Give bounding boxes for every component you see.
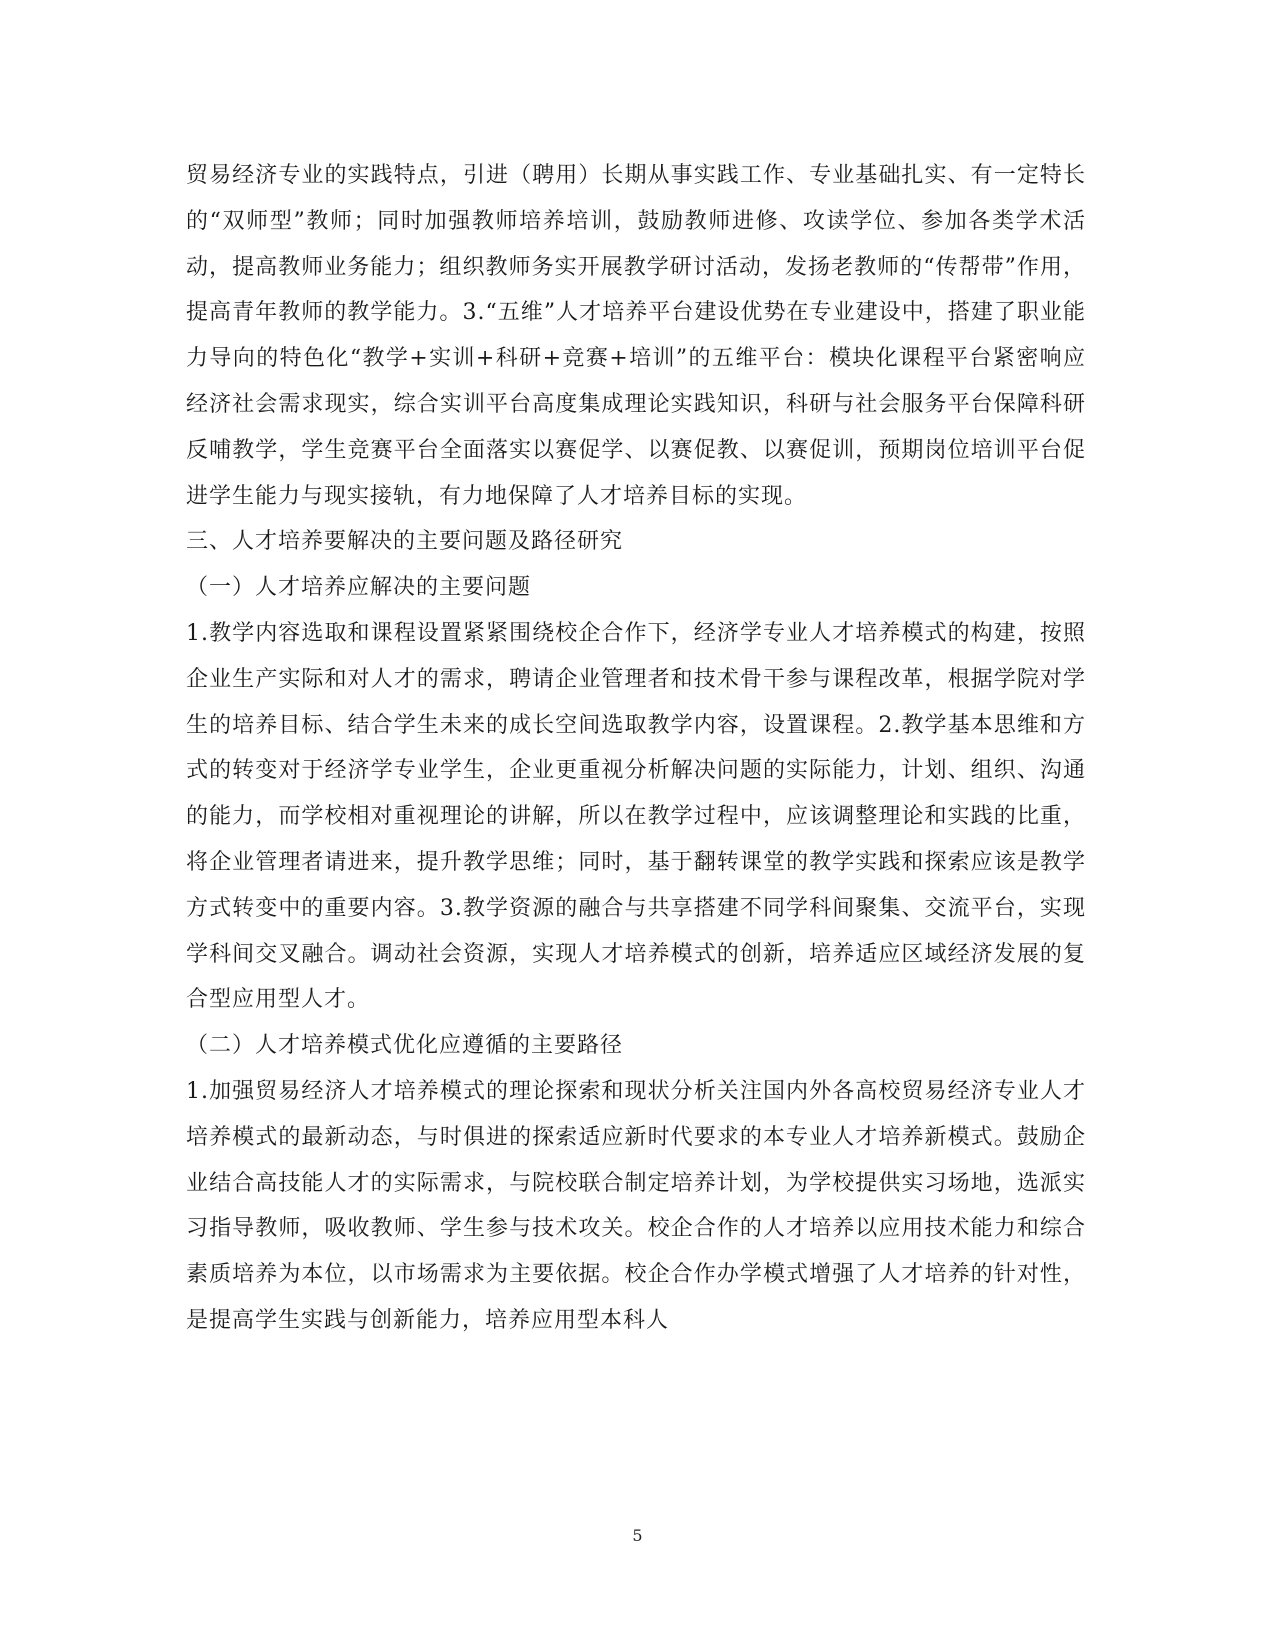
paragraph-main-paths: 1.加强贸易经济人才培养模式的理论探索和现状分析关注国内外各高校贸易经济专业人才培养模式的最新动态，与时俱进的探索适应新时代要求的本专业人才培养新模式。鼓励企业结合高技能人才的实际需求，与院校联合制定培养计划，为学校提供实习场地，选派实习指导教师，吸收教师、学生参与技术攻关。校企合作的人才培养以应用技术能力和综合素质培养为本位，以市场需求为主要依据。校企合作办学模式增强了人才培养的针对性，是提高学生实践与创新能力，培养应用型本科人	[186, 1078, 1086, 1333]
paragraph-double-qualified-teachers: 贸易经济专业的实践特点，引进（聘用）长期从事实践工作、专业基础扎实、有一定特长的“双师型”教师；同时加强教师培养培训，鼓励教师进修、攻读学位、参加各类学术活动，提高教师业务能力；组织教师务实开展教学研讨活动，发扬老教师的“传帮带”作用，提高青年教师的教学能力。3.“五维”人才培养平台建设优势在专业建设中，搭建了职业能力导向的特色化“教学+实训+科研+竞赛+培训”的五维平台：模块化课程平台紧密响应经济社会需求现实，综合实训平台高度集成理论实践知识，科研与社会服务平台保障科研反哺教学，学生竞赛平台全面落实以赛促学、以赛促教、以赛促训，预期岗位培训平台促进学生能力与现实接轨，有力地保障了人才培养目标的实现。	[186, 163, 1086, 509]
subsection-heading-main-problems: （一）人才培养应解决的主要问题	[186, 575, 532, 601]
section-heading-main-problems-and-paths: 三、人才培养要解决的主要问题及路径研究	[186, 529, 624, 555]
page-number: 5	[632, 1526, 643, 1545]
paragraph-main-problems: 1.教学内容选取和课程设置紧紧围绕校企合作下，经济学专业人才培养模式的构建，按照企业生产实际和对人才的需求，聘请企业管理者和技术骨干参与课程改革，根据学院对学生的培养目标、结合学生未来的成长空间选取教学内容，设置课程。2.教学基本思维和方式的转变对于经济学专业学生，企业更重视分析解决问题的实际能力，计划、组织、沟通的能力，而学校相对重视理论的讲解，所以在教学过程中，应该调整理论和实践的比重，将企业管理者请进来，提升教学思维；同时，基于翻转课堂的教学实践和探索应该是教学方式转变中的重要内容。3.教学资源的融合与共享搭建不同学科间聚集、交流平台，实现学科间交叉融合。调动社会资源，实现人才培养模式的创新，培养适应区域经济发展的复合型应用型人才。	[186, 620, 1086, 1013]
subsection-heading-main-paths: （二）人才培养模式优化应遵循的主要路径	[186, 1033, 624, 1059]
document-body	[186, 153, 1086, 1344]
